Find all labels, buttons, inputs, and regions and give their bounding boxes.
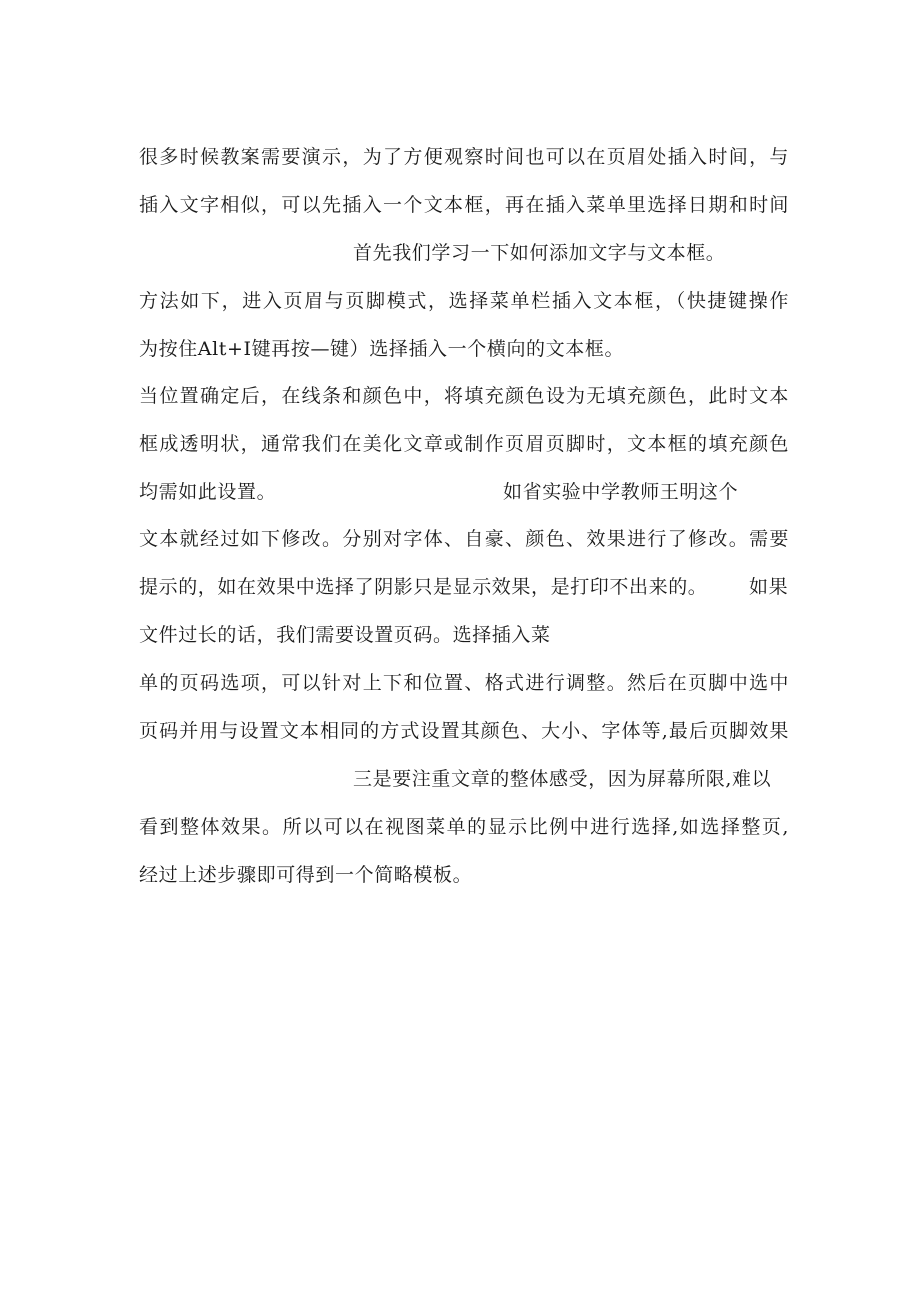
paragraph-line: 为按住Alt+I键再按—键）选择插入一个横向的文本框。 <box>139 338 625 360</box>
paragraph-line: 三是要注重文章的整体感受，因为屏幕所限,难以 <box>353 768 772 790</box>
paragraph-line: 很多时候教案需要演示，为了方便观察时间也可以在页眉处插入时间，与 <box>139 146 789 168</box>
paragraph-line: 如省实验中学教师王明这个 <box>503 481 739 503</box>
paragraph-line: 插入文字相似，可以先插入一个文本框，再在插入菜单里选择日期和时间 <box>139 194 789 216</box>
paragraph-line: 如果 <box>749 576 789 598</box>
paragraph-line: 页码并用与设置文本相同的方式设置其颜色、大小、字体等,最后页脚效果 <box>139 720 789 742</box>
paragraph-line: 文本就经过如下修改。分别对字体、自豪、颜色、效果进行了修改。需要 <box>139 528 789 550</box>
paragraph-line: 首先我们学习一下如何添加文字与文本框。 <box>353 242 726 264</box>
paragraph-line: 框成透明状，通常我们在美化文章或制作页眉页脚时，文本框的填充颜色 <box>139 433 789 455</box>
paragraph-line: 经过上述步骤即可得到一个简略模板。 <box>139 864 473 886</box>
paragraph-line: 提示的，如在效果中选择了阴影只是显示效果，是打印不出来的。 <box>139 576 708 598</box>
paragraph-line: 文件过长的话，我们需要设置页码。选择插入菜 <box>139 624 551 646</box>
paragraph-line: 当位置确定后，在线条和颜色中，将填充颜色设为无填充颜色，此时文本 <box>139 385 789 407</box>
paragraph-line: 单的页码选项，可以针对上下和位置、格式进行调整。然后在页脚中选中 <box>139 672 789 694</box>
paragraph-line: 看到整体效果。所以可以在视图菜单的显示比例中进行选择,如选择整页, <box>139 816 789 838</box>
paragraph-line: 方法如下，进入页眉与页脚模式，选择菜单栏插入文本框，（快捷键操作 <box>139 290 789 312</box>
paragraph-line: 均需如此设置。 <box>139 481 277 503</box>
